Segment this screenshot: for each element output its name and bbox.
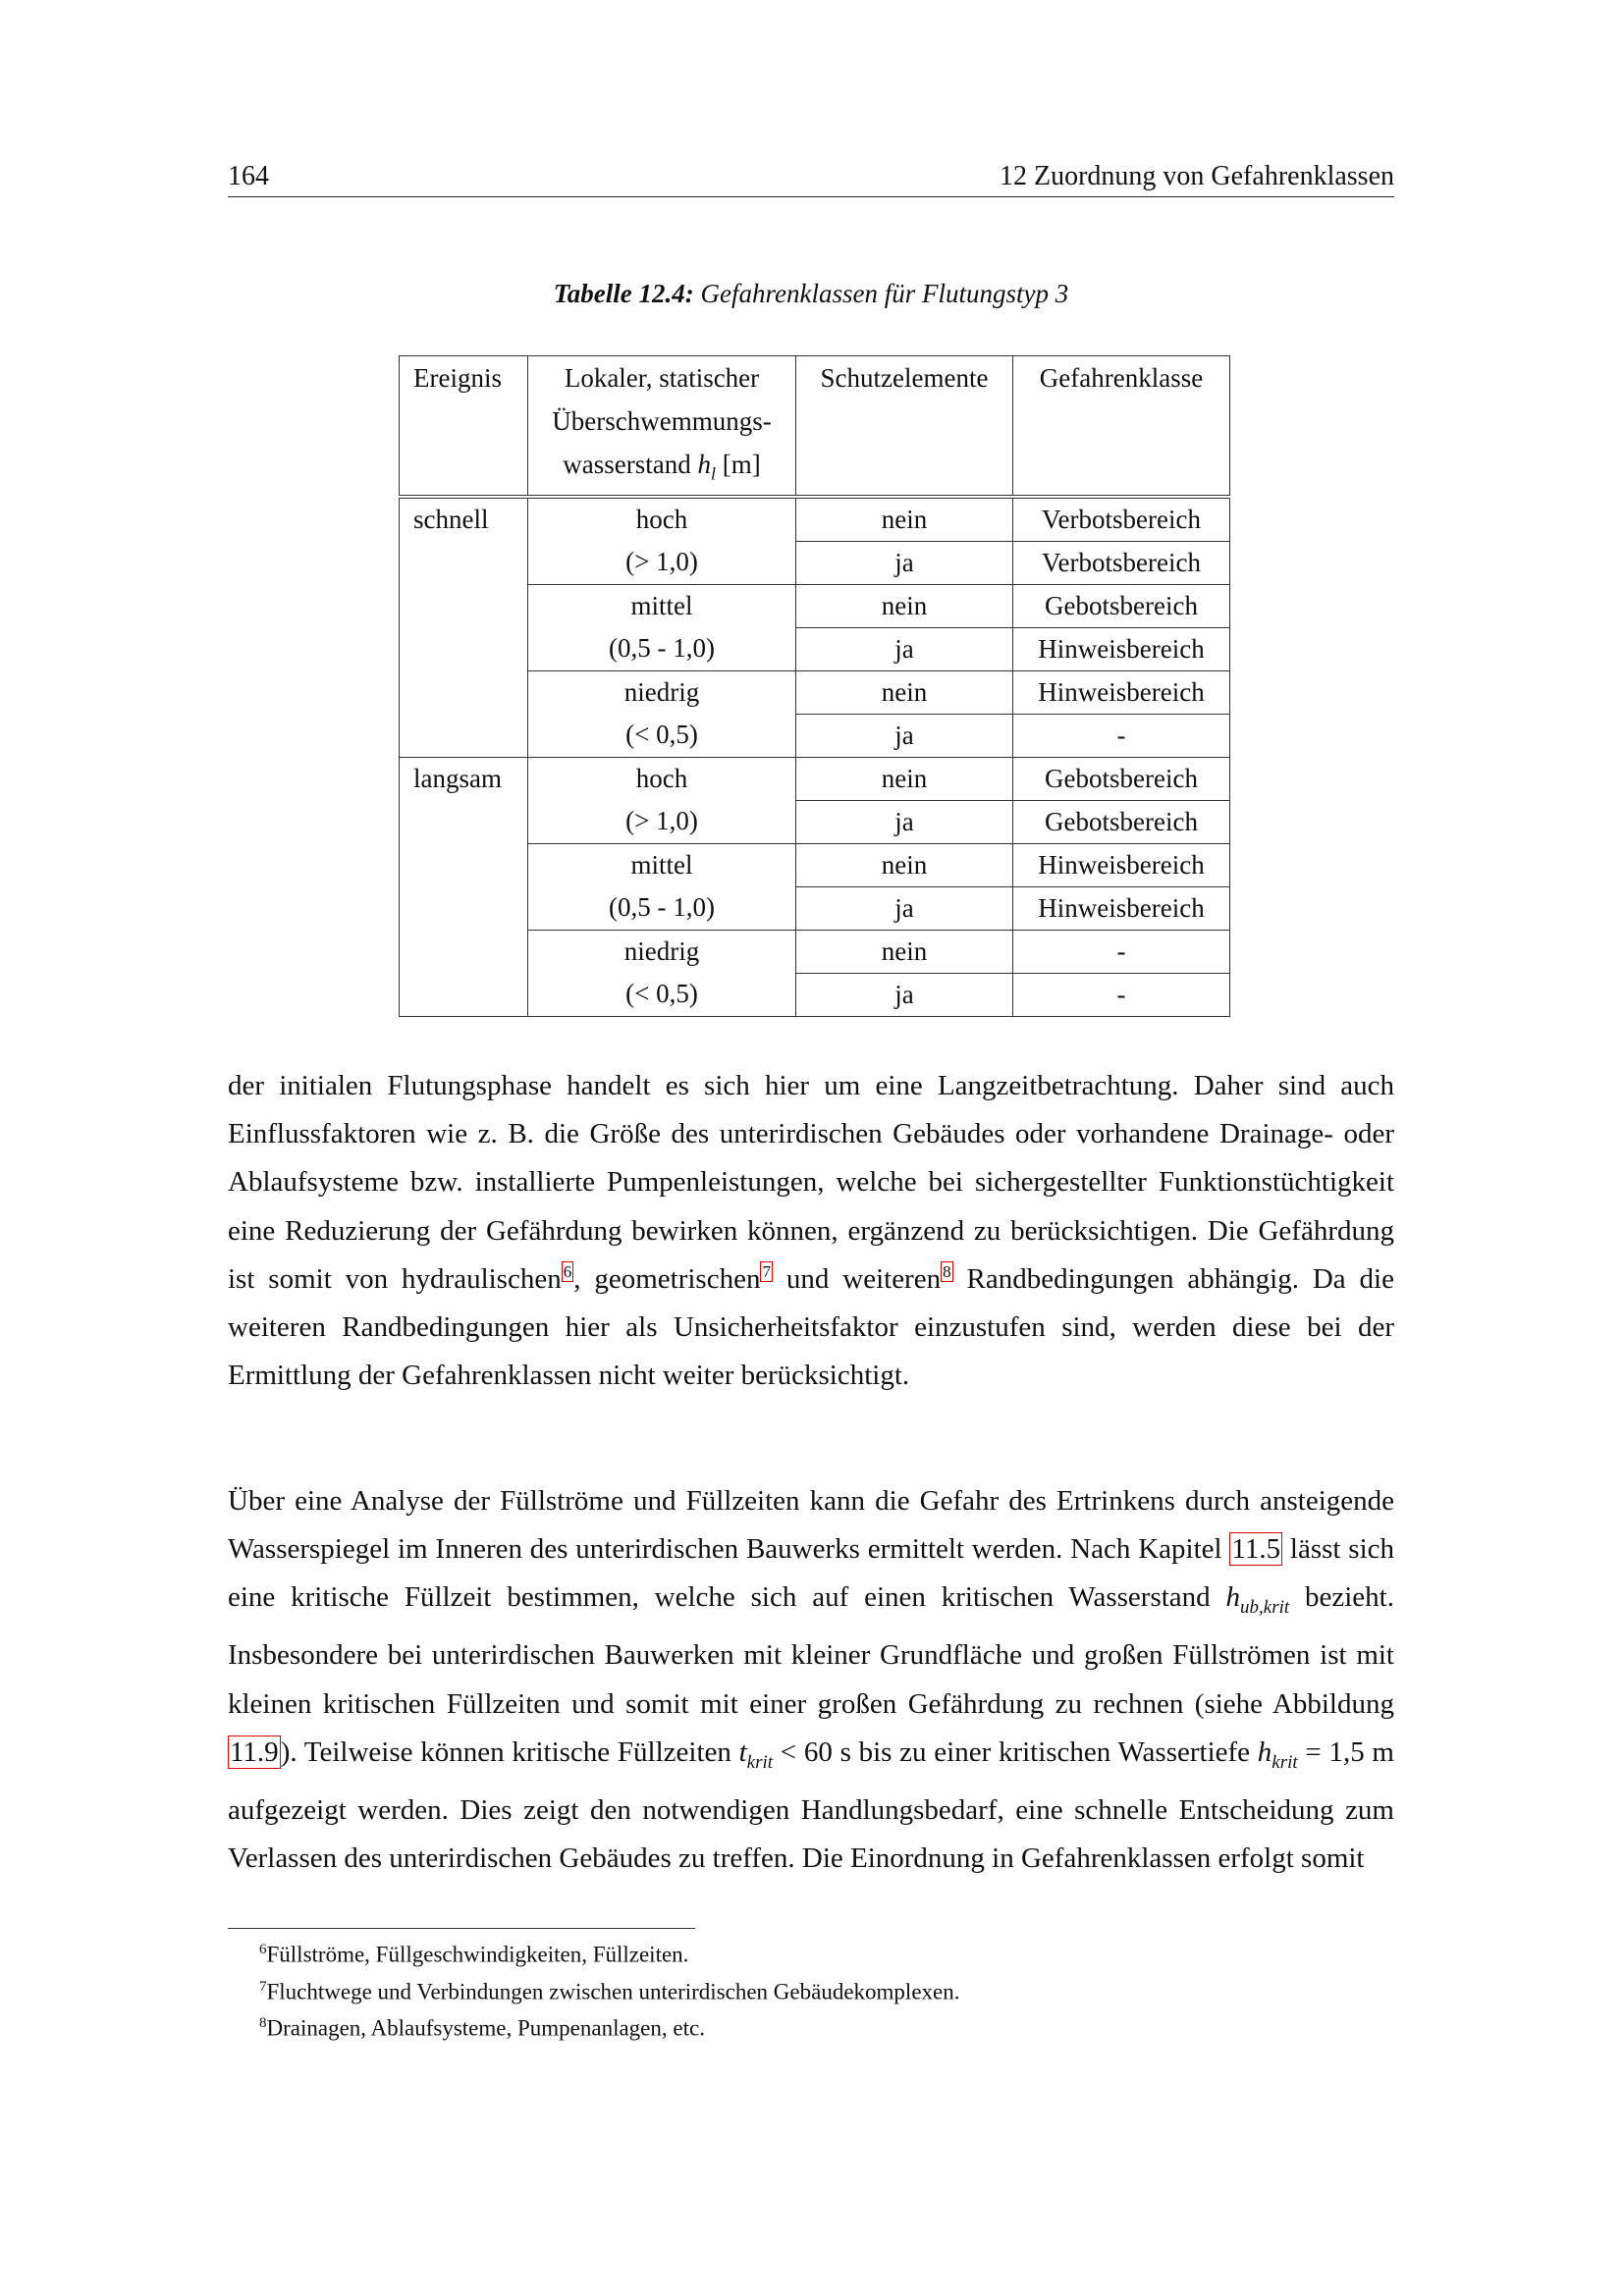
klasse-cell: Gebotsbereich <box>1013 758 1230 801</box>
klasse-cell: Hinweisbereich <box>1013 844 1230 887</box>
level-name: mittel <box>630 850 693 881</box>
ereignis-cell: langsam <box>400 758 528 1017</box>
footnote-text: Drainagen, Ablaufsysteme, Pumpenanlagen, etc. <box>266 2015 705 2041</box>
level-name: hoch <box>635 505 688 535</box>
table-row <box>400 497 1230 542</box>
header-unit: [m] <box>716 450 761 479</box>
figure-link-11-9[interactable]: 11.9 <box>230 1735 279 1768</box>
header-wasserstand-line1: Lokaler, statischer <box>564 363 760 393</box>
table-caption <box>228 279 1394 309</box>
level-range: (> 1,0) <box>625 547 698 577</box>
chapter-link-11-5[interactable]: 11.5 <box>1231 1533 1281 1566</box>
header-wasserstand-line3-text: wasserstand <box>563 450 698 479</box>
p2-text-b: lässt sich eine kritische Füllzeit bestimmen, welche sich auf einen kritischen Wasserstand <box>228 1533 1394 1614</box>
level-cell <box>528 844 796 931</box>
schutz-cell: ja <box>796 887 1013 931</box>
schutz-cell: ja <box>796 542 1013 585</box>
klasse-cell: Gebotsbereich <box>1013 585 1230 628</box>
var-t-sub: krit <box>746 1751 774 1773</box>
footnote-text: Fluchtwege und Verbindungen zwischen unterirdischen Gebäudekomplexen. <box>266 1979 960 2004</box>
klasse-cell: Hinweisbereich <box>1013 671 1230 715</box>
footnote-text: Füllströme, Füllgeschwindigkeiten, Füllzeiten. <box>266 1942 689 1967</box>
table-header-row <box>400 356 1230 498</box>
level-range: (0,5 - 1,0) <box>609 892 715 923</box>
level-name: niedrig <box>623 677 700 708</box>
footnote-6 <box>259 1934 1388 1971</box>
p1-text-b: , geometrischen <box>573 1262 761 1295</box>
p2-text-a: Über eine Analyse der Füllströme und Füllzeiten kann die Gefahr des Ertrinkens durch ansteigende Wasserspiegel im Inneren des unterirdischen Bauwerks ermittelt werden. Nach Kapitel <box>228 1485 1394 1566</box>
level-name: niedrig <box>623 936 700 967</box>
page-number: 164 <box>228 161 269 191</box>
table-row <box>400 758 1230 801</box>
p2-text-d: ). Teilweise können kritische Füllzeiten <box>280 1735 739 1768</box>
klasse-cell: Hinweisbereich <box>1013 628 1230 671</box>
footnote-divider <box>228 1928 695 1929</box>
schutz-cell: ja <box>796 801 1013 844</box>
p1-text-c: und weiteren <box>772 1262 942 1295</box>
level-cell <box>528 931 796 1017</box>
var-t: t <box>738 1735 747 1768</box>
p1-text-d: Randbedingungen abhängig. Da die weiteren Randbedingungen hier als Unsicherheitsfaktor einzustufen sind, werden diese bei der Ermittlung der Gefahrenklassen nicht weiter berücksichtigt. <box>228 1262 1394 1392</box>
header-schutz: Schutzelemente <box>796 356 1013 498</box>
klasse-cell: - <box>1013 715 1230 758</box>
running-header <box>228 157 1394 197</box>
table-caption-label: Tabelle 12.4: <box>553 279 694 308</box>
footnote-mark: 8 <box>259 2015 267 2032</box>
level-cell <box>528 758 796 844</box>
schutz-cell: nein <box>796 758 1013 801</box>
footnote-ref-7[interactable]: 7 <box>762 1262 771 1282</box>
var-h-sub: ub,krit <box>1240 1597 1290 1619</box>
level-range: (< 0,5) <box>625 979 698 1009</box>
klasse-cell: Verbotsbereich <box>1013 497 1230 542</box>
p2-text-f: = 1,5 m aufgezeigt werden. Dies zeigt den notwendigen Handlungsbedarf, eine schnelle Entscheidung zum Verlassen des unterirdischen Gebäudes zu treffen. Die Einordnung in Gefahrenklassen erfolgt somit <box>228 1735 1394 1875</box>
var-h2-sub: krit <box>1271 1751 1298 1773</box>
footnote-ref-8[interactable]: 8 <box>943 1262 951 1282</box>
footnotes <box>259 1934 1388 2045</box>
klasse-cell: Gebotsbereich <box>1013 801 1230 844</box>
table-caption-text: Gefahrenklassen für Flutungstyp 3 <box>700 279 1069 308</box>
schutz-cell: ja <box>796 974 1013 1017</box>
var-h: h <box>1225 1581 1241 1614</box>
footnote-mark: 7 <box>259 1978 267 1995</box>
level-name: mittel <box>630 591 693 621</box>
schutz-cell: nein <box>796 671 1013 715</box>
footnote-7 <box>259 1971 1388 2008</box>
level-range: (> 1,0) <box>625 806 698 836</box>
schutz-cell: nein <box>796 931 1013 974</box>
header-var-h: h <box>697 450 711 479</box>
schutz-cell: nein <box>796 585 1013 628</box>
p2-text-c: bezieht. Insbesondere bei unterirdischen Bauwerken mit kleiner Grundfläche und großen Füllströmen ist mit kleinen kritischen Füllzeiten und somit mit einer großen Gefährdung zu rechnen (siehe Abbildung <box>228 1581 1394 1720</box>
klasse-cell: - <box>1013 931 1230 974</box>
footnote-mark: 6 <box>259 1942 267 1957</box>
footnote-8 <box>259 2007 1388 2045</box>
schutz-cell: ja <box>796 715 1013 758</box>
klasse-cell: Hinweisbereich <box>1013 887 1230 931</box>
header-klasse: Gefahrenklasse <box>1013 356 1230 498</box>
hazard-class-table <box>399 355 1230 1017</box>
header-wasserstand-line3 <box>542 443 782 495</box>
header-wasserstand <box>528 356 796 498</box>
schutz-cell: nein <box>796 844 1013 887</box>
chapter-title: 12 Zuordnung von Gefahrenklassen <box>999 161 1394 191</box>
klasse-cell: - <box>1013 974 1230 1017</box>
body-paragraph-1 <box>228 1062 1394 1400</box>
klasse-cell: Verbotsbereich <box>1013 542 1230 585</box>
header-var-sub: l <box>710 463 716 484</box>
schutz-cell: ja <box>796 628 1013 671</box>
level-cell <box>528 671 796 758</box>
footnote-ref-6[interactable]: 6 <box>563 1262 572 1282</box>
var-h2: h <box>1257 1735 1272 1768</box>
level-cell <box>528 585 796 671</box>
ereignis-cell: schnell <box>400 497 528 758</box>
level-range: (< 0,5) <box>625 720 698 750</box>
body-paragraph-2 <box>228 1477 1394 1883</box>
header-wasserstand-line2: Überschwemmungs- <box>552 406 772 436</box>
level-name: hoch <box>635 764 688 794</box>
level-range: (0,5 - 1,0) <box>609 633 715 664</box>
schutz-cell: nein <box>796 497 1013 542</box>
p2-text-e: < 60 s bis zu einer kritischen Wassertiefe <box>773 1735 1258 1768</box>
level-cell <box>528 497 796 585</box>
p1-text-a: der initialen Flutungsphase handelt es sich hier um eine Langzeitbetrachtung. Daher sind auch Einflussfaktoren wie z. B. die Größe des unterirdischen Gebäudes oder vorhandene Drainage- oder Ablaufsysteme bzw. installierte Pumpenleistungen, welche bei sichergestellter Funktionstüchtigkeit eine Reduzierung der Gefährdung bewirken können, ergänzend zu berücksichtigen. Die Gefährdung ist somit von hydraulischen <box>228 1070 1394 1295</box>
header-ereignis: Ereignis <box>400 356 528 498</box>
